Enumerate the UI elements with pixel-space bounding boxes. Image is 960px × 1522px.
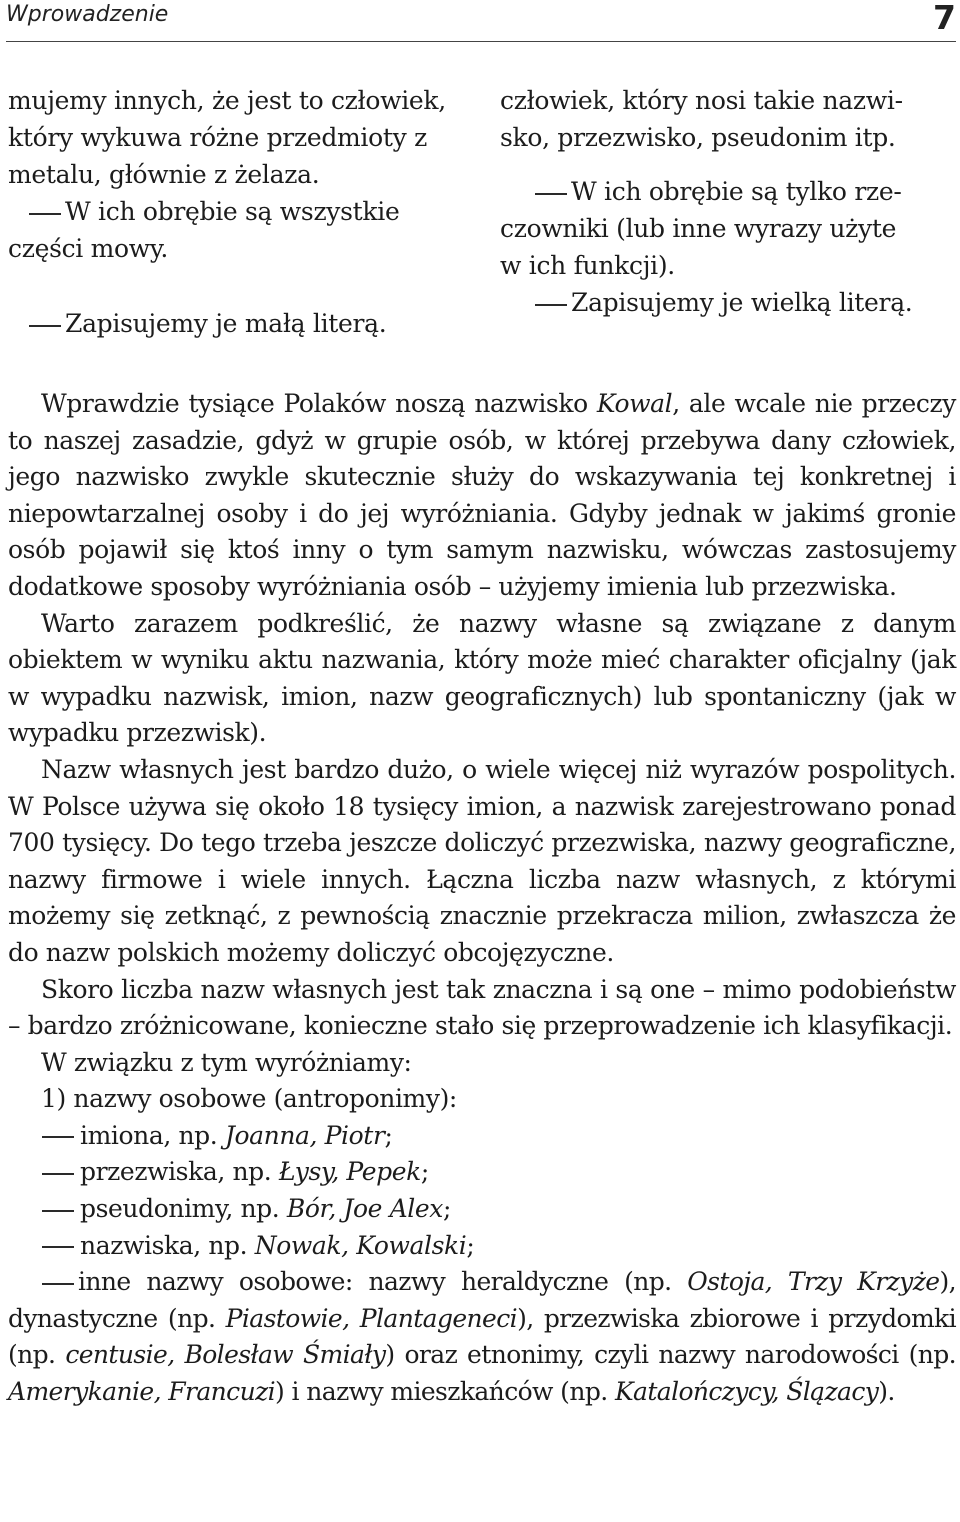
list-item [8,1191,956,1228]
right-line-text: W ich obrębie są tylko rze- [571,177,902,206]
left-line: mujemy innych, że jest to człowiek, [8,86,446,115]
header-rule [6,41,956,42]
left-dash-line [8,305,468,342]
paragraph: W związku z tym wyróżniamy: [41,1047,412,1077]
right-line-text: Zapisujemy je wielką literą. [571,288,913,317]
list-item-text: inne nazwy osobowe: nazwy heraldyczne (np. [78,1267,688,1297]
list-item-text: ) oraz etnonimy, czyli nazwy narodowości (np. [385,1340,956,1370]
list-item-end: ; [420,1157,429,1187]
italic-example: Ostoja, Trzy Krzyże [687,1267,940,1297]
paragraph: Skoro liczba nazw własnych jest tak znaczna i są one – mimo podobieństw – bardzo zróżnicowane, konieczne stało się przeprowadzenie ich klasyfikacji. [8,974,956,1041]
italic-example: Piastowie, Plantageneci [225,1303,518,1333]
left-dash-line [8,193,468,230]
paragraph: Nazw własnych jest bardzo dużo, o wiele więcej niż wyrazów pospolitych. W Polsce używa się około 18 tysięcy imion, a nazwisk zarejestrowano ponad 700 tysięcy. Do tego trzeba jeszcze doliczyć przezwiska, nazwy geograficzne, nazwy firmowe i wiele innych. Łączna liczba nazw własnych, z którymi możemy się zetknąć, z pewnością znacznie przekracza milion, zwłaszcza że do nazw polskich możemy doliczyć obcojęzyczne. [8,754,956,967]
dash-mark [42,1283,74,1285]
right-dash-line [500,284,955,321]
list-item-text: pseudonimy, np. [80,1194,287,1224]
list-item-text: nazwiska, np. [80,1230,255,1260]
dash-mark [42,1246,74,1248]
list-item-text: ), przezwiska zbiorowe i przydomki (np. [8,1303,957,1370]
italic-example: Nowak, Kowalski [254,1230,467,1260]
italic-example: centusie, Bolesław Śmiały [65,1340,386,1370]
italic-example: Łysy, Pepek [278,1157,421,1187]
comparison-left-column [8,82,468,342]
left-line-text: Zapisujemy je małą literą. [65,309,387,338]
right-line: w ich funkcji). [500,251,675,280]
left-line: części mowy. [8,234,169,263]
list-item [8,1118,956,1155]
body-text [8,386,956,1411]
paragraph: Warto zarazem podkreślić, że nazwy własne są związane z danym obiektem w wyniku aktu nazwania, który może mieć charakter oficjalny (jak w wypadku nazwisk, imion, nazw geograficznych) lub spontaniczny (jak w wypadku przezwisk). [8,608,956,748]
list-item-text: imiona, np. [80,1120,225,1150]
list-item-end: ; [442,1194,452,1224]
paragraph [8,386,956,606]
italic-example: Joanna, Piotr [224,1120,385,1150]
left-line: metalu, głównie z żelaza. [8,160,320,189]
list-item-text: ). [878,1377,895,1407]
list-item-last [8,1264,956,1410]
list-item [8,1228,956,1265]
list-item-end: ; [466,1230,475,1260]
list-item-end: ; [384,1120,393,1150]
list-heading: 1) nazwy osobowe (antroponimy): [41,1084,457,1114]
dash-mark [535,304,567,306]
paragraph-text: Wprawdzie tysiące Polaków noszą nazwisko [41,389,597,418]
right-line: czowniki (lub inne wyrazy użyte [500,214,897,243]
right-line: sko, przezwisko, pseudonim itp. [500,123,896,152]
dash-mark [42,1136,74,1138]
page-number: 7 [933,0,956,37]
list-item-text: ) i nazwy mieszkańców (np. [275,1377,615,1407]
running-header [0,0,960,46]
right-dash-line [500,173,955,210]
left-line-text: W ich obrębie są wszystkie [65,197,400,226]
italic-example: Amerykanie, Francuzi [8,1377,276,1407]
list-item-text: ), dynastyczne (np. [8,1267,956,1333]
dash-mark [42,1173,74,1175]
chapter-title: Wprowadzenie [6,2,169,27]
left-line: który wykuwa różne przedmioty z [8,123,427,152]
dash-mark [42,1210,74,1212]
comparison-right-column [500,82,955,321]
list-item-text: przezwiska, np. [80,1157,279,1187]
right-line: człowiek, który nosi takie nazwi- [500,86,903,115]
dash-mark [535,193,567,195]
list-item [8,1154,956,1191]
paragraph-text: , ale wcale nie przeczy to naszej zasadzie, gdyż w grupie osób, w której przebywa dany człowiek, jego nazwisko zwykle skutecznie służy do wskazywania tej konkretnej i niepowtarzalnej osoby i do jej wyróżniania. Gdyby jednak w jakimś gronie osób pojawił się ktoś inny o tym samym nazwisku, wówczas zastosujemy dodatkowe sposoby wyróżniania osób – użyjemy imienia lub przezwiska. [8,389,957,601]
italic-example: Katalończycy, Ślązacy [614,1377,879,1407]
italic-example: Kowal [596,389,673,418]
italic-example: Bór, Joe Alex [286,1194,443,1224]
dash-mark [29,325,61,327]
dash-mark [29,213,61,215]
